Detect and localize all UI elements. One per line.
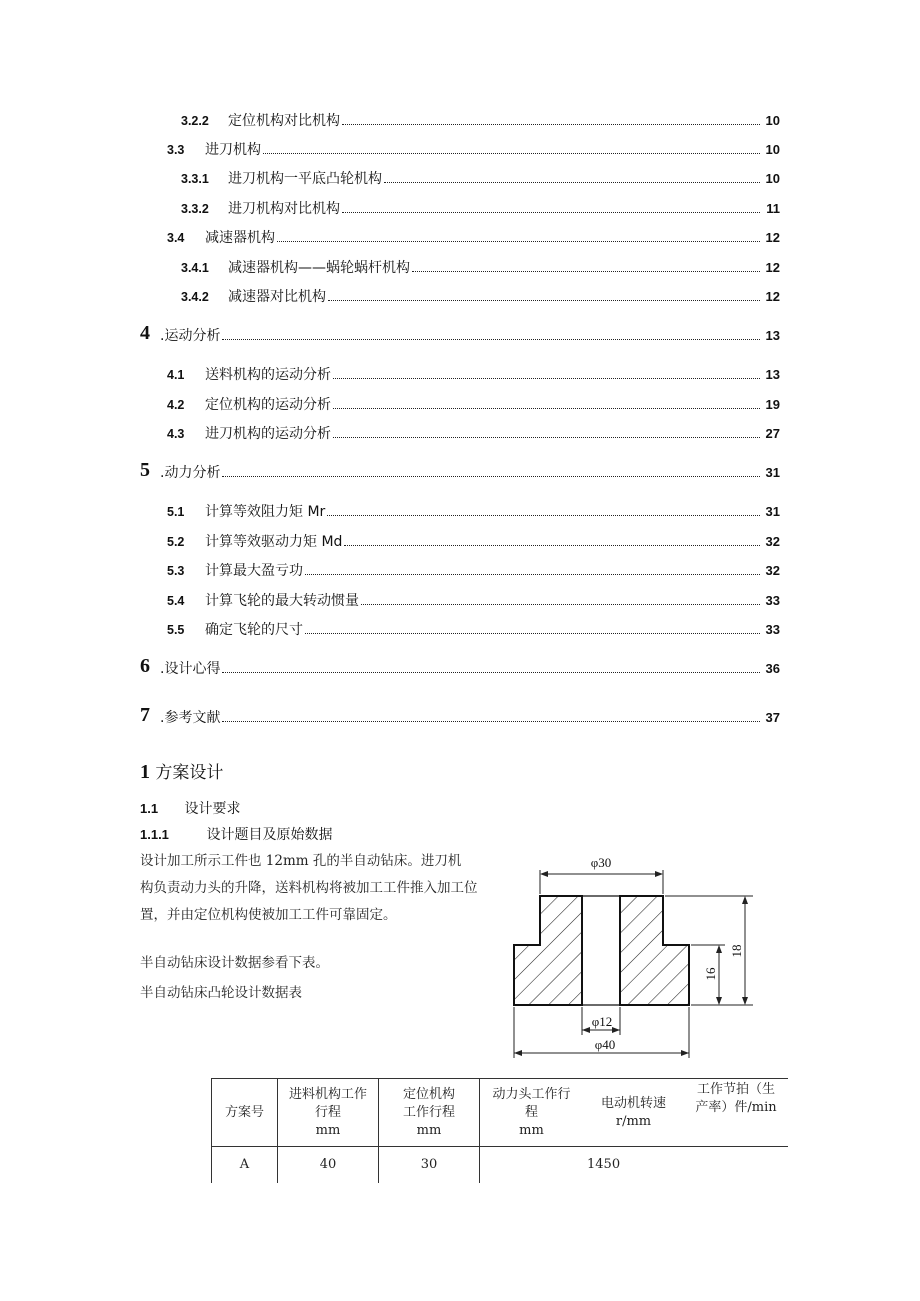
table-header-row: [212, 1079, 789, 1147]
toc-leader-dots: [305, 619, 760, 634]
toc-entry-number: 5.3: [167, 564, 185, 578]
table-cell: A: [212, 1147, 278, 1183]
toc-leader-dots: [222, 707, 760, 722]
toc-entry-page: 27: [765, 426, 780, 441]
table-cell: [480, 1147, 584, 1183]
body-paragraph: [140, 950, 510, 977]
toc-leader-dots: [342, 198, 760, 213]
toc-leader-dots: [333, 364, 760, 379]
toc-entry-number: 6: [140, 655, 150, 677]
table-header-cell: 动力头工作行 程 mm: [480, 1079, 584, 1147]
workpiece-drawing: [505, 850, 785, 1065]
toc-entry-page: 31: [765, 504, 780, 519]
toc-entry-number: 4.1: [167, 368, 185, 382]
toc-entry[interactable]: [0, 110, 920, 132]
toc-entry-title: .运动分析: [160, 328, 221, 344]
toc-entry[interactable]: [0, 227, 920, 249]
table-header-cell: 工作节拍（生 产率）件/min: [684, 1079, 788, 1147]
dimension-top-label: φ30: [590, 855, 612, 870]
toc-leader-dots: [333, 423, 760, 438]
toc-entry-number: 3.4: [167, 231, 185, 245]
toc-entry[interactable]: [0, 322, 920, 347]
toc-entry[interactable]: [0, 501, 920, 523]
toc-entry-title: 计算飞轮的最大转动惯量: [205, 593, 359, 609]
paragraph-line: 半自动钻床凸轮设计数据表: [140, 985, 302, 1001]
toc-entry-title: 进刀机构对比机构: [228, 201, 340, 217]
toc-entry-number: 5.1: [167, 505, 185, 519]
toc-entry[interactable]: [0, 168, 920, 190]
toc-entry-number: 3.4.2: [181, 290, 209, 304]
toc-entry-title: 减速器机构: [205, 230, 275, 246]
toc-entry-page: 11: [766, 201, 780, 216]
subsection-number: 1.1: [140, 801, 159, 816]
toc-entry-page: 31: [765, 465, 780, 480]
toc-entry-number: 5.2: [167, 535, 185, 549]
table-caption: [140, 980, 510, 1007]
table-header-cell: 进料机构工作 行程 mm: [278, 1079, 379, 1147]
toc-entry-title: 计算等效阻力矩 Mr: [205, 504, 326, 520]
toc-leader-dots: [305, 560, 760, 575]
toc-entry-number: 5.5: [167, 623, 185, 637]
toc-entry-title: .动力分析: [160, 465, 221, 481]
toc-entry[interactable]: [0, 139, 920, 161]
toc-entry-title: 进刀机构的运动分析: [205, 426, 331, 442]
toc-leader-dots: [277, 227, 760, 242]
paragraph-line: 置，并由定位机构使被加工工件可靠固定。: [140, 907, 397, 923]
toc-leader-dots: [263, 139, 760, 154]
section-heading-3: [140, 824, 332, 844]
dimension-base-height-label: 16: [703, 967, 718, 981]
toc-entry-title: 计算等效驱动力矩 Md: [205, 534, 343, 550]
toc-leader-dots: [361, 590, 760, 605]
toc-entry-page: 37: [765, 710, 780, 725]
toc-entry-page: 19: [765, 397, 780, 412]
toc-entry-number: 3.2.2: [181, 114, 209, 128]
toc-entry-title: 进刀机构: [205, 142, 261, 158]
toc-entry-page: 36: [765, 661, 780, 676]
table-cell: 1450: [583, 1147, 684, 1183]
toc-entry-page: 13: [765, 367, 780, 382]
design-data-table: [211, 1078, 788, 1183]
table-header-cell: 定位机构 工作行程 mm: [379, 1079, 480, 1147]
toc-entry-title: .设计心得: [160, 661, 221, 677]
section-heading-number: 1: [140, 761, 150, 783]
paragraph-line: 半自动钻床设计数据参看下表。: [140, 955, 329, 971]
toc-entry-title: .参考文献: [160, 710, 221, 726]
table-cell: [684, 1147, 788, 1183]
toc-entry-page: 13: [765, 328, 780, 343]
toc-entry-number: 5.4: [167, 594, 185, 608]
toc-entry[interactable]: [0, 423, 920, 445]
dimension-hole-label: φ12: [591, 1014, 613, 1029]
table-cell: 40: [278, 1147, 379, 1183]
toc-entry[interactable]: [0, 286, 920, 308]
toc-entry[interactable]: [0, 394, 920, 416]
toc-entry-number: 4.2: [167, 398, 185, 412]
toc-entry[interactable]: [0, 257, 920, 279]
toc-entry[interactable]: [0, 364, 920, 386]
toc-leader-dots: [328, 286, 760, 301]
table-row: [212, 1147, 789, 1183]
table-cell: 30: [379, 1147, 480, 1183]
table-header-cell: 电动机转速 r/mm: [583, 1079, 684, 1147]
toc-entry[interactable]: [0, 704, 920, 729]
toc-entry-page: 10: [765, 113, 780, 128]
toc-entry-title: 减速器机构——蜗轮蜗杆机构: [228, 260, 410, 276]
toc-entry-page: 12: [765, 289, 780, 304]
toc-entry-title: 确定飞轮的尺寸: [205, 622, 303, 638]
toc-entry-title: 进刀机构一平底凸轮机构: [228, 171, 382, 187]
toc-entry[interactable]: [0, 459, 920, 484]
toc-entry[interactable]: [0, 560, 920, 582]
body-paragraph: [140, 848, 510, 929]
toc-entry-title: 定位机构的运动分析: [205, 397, 331, 413]
toc-leader-dots: [342, 110, 760, 125]
toc-entry-page: 33: [765, 593, 780, 608]
toc-leader-dots: [327, 501, 760, 516]
dimension-bottom-label: φ40: [594, 1037, 616, 1052]
subsubsection-title: 设计题目及原始数据: [206, 827, 333, 843]
toc-entry-number: 4.3: [167, 427, 185, 441]
toc-leader-dots: [222, 325, 760, 340]
toc-entry-number: 5: [140, 459, 150, 481]
toc-entry[interactable]: [0, 619, 920, 641]
toc-entry-number: 4: [140, 322, 150, 344]
section-heading-2: [140, 798, 240, 818]
table-header-cell: 方案号: [212, 1079, 278, 1147]
paragraph-line: 构负责动力头的升降，送料机构将被加工工件推入加工位: [140, 880, 478, 896]
toc-entry-title: 减速器对比机构: [228, 289, 326, 305]
toc-entry-page: 10: [765, 142, 780, 157]
toc-leader-dots: [344, 531, 760, 546]
toc-leader-dots: [333, 394, 760, 409]
toc-entry[interactable]: [0, 590, 920, 612]
toc-entry-page: 32: [765, 563, 780, 578]
dimension-total-height-label: 18: [729, 944, 744, 958]
subsubsection-number: 1.1.1: [140, 827, 169, 842]
toc-entry-number: 3.4.1: [181, 261, 209, 275]
toc-entry[interactable]: [0, 198, 920, 220]
left-section-shape: [514, 896, 582, 1005]
paragraph-line: 设计加工所示工件也 12mm 孔的半自动钻床。进刀机: [140, 853, 462, 869]
toc-entry[interactable]: [0, 531, 920, 553]
toc-entry-title: 定位机构对比机构: [228, 113, 340, 129]
toc-entry-number: 3.3.2: [181, 202, 209, 216]
toc-entry-page: 12: [765, 260, 780, 275]
toc-entry-number: 7: [140, 704, 150, 726]
toc-leader-dots: [222, 462, 760, 477]
toc-entry-number: 3.3.1: [181, 172, 209, 186]
section-heading-title: 方案设计: [155, 763, 224, 783]
toc-entry[interactable]: [0, 655, 920, 680]
toc-entry-title: 计算最大盈亏功: [205, 563, 303, 579]
section-heading-1: [140, 758, 223, 784]
right-section-shape: [620, 896, 689, 1005]
toc-entry-page: 12: [765, 230, 780, 245]
toc-entry-title: 送料机构的运动分析: [205, 367, 331, 383]
toc-leader-dots: [222, 658, 760, 673]
toc-entry-page: 10: [765, 171, 780, 186]
toc-entry-number: 3.3: [167, 143, 185, 157]
toc-leader-dots: [412, 257, 760, 272]
subsection-title: 设计要求: [184, 801, 241, 817]
toc-entry-page: 32: [765, 534, 780, 549]
toc-leader-dots: [384, 168, 760, 183]
toc-entry-page: 33: [765, 622, 780, 637]
